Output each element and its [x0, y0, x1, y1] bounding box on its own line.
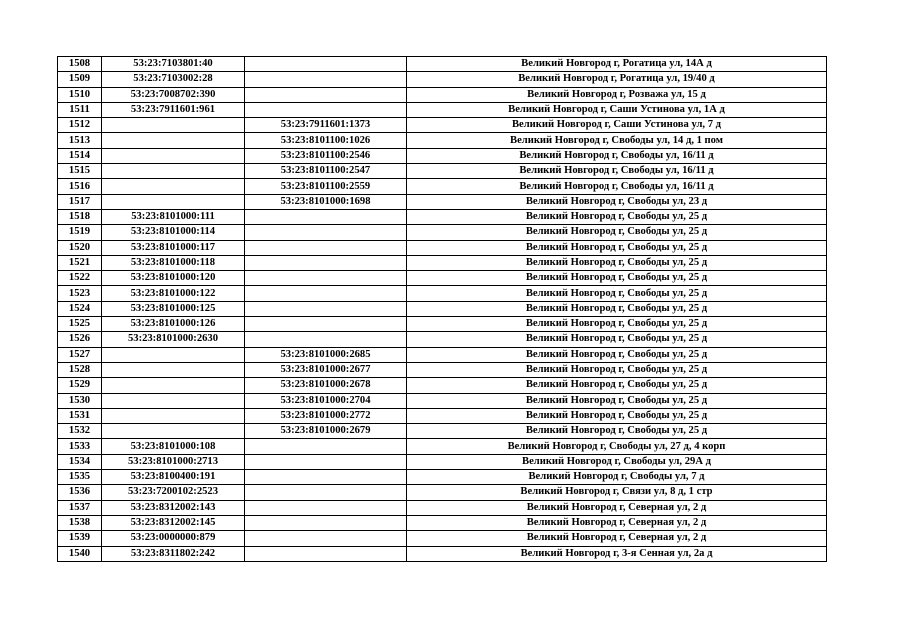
secondary-cadastral-number-cell: 53:23:7911601:1373 [245, 118, 407, 133]
cadastral-number-cell [102, 148, 245, 163]
secondary-cadastral-number-cell: 53:23:8101100:2547 [245, 164, 407, 179]
cadastral-number-cell: 53:23:7200102:2523 [102, 485, 245, 500]
table-row [58, 194, 827, 209]
cadastral-number-cell [102, 347, 245, 362]
row-number-cell: 1538 [58, 515, 102, 530]
row-number-cell: 1535 [58, 470, 102, 485]
row-number-cell: 1522 [58, 271, 102, 286]
table-row [58, 408, 827, 423]
address-cell: Великий Новгород г, Свободы ул, 25 д [407, 271, 827, 286]
table-row [58, 72, 827, 87]
cadastral-number-cell: 53:23:8101000:108 [102, 439, 245, 454]
cadastral-number-cell: 53:23:8311802:242 [102, 546, 245, 561]
table-row [58, 148, 827, 163]
table-row [58, 87, 827, 102]
table-row [58, 317, 827, 332]
secondary-cadastral-number-cell: 53:23:8101000:2685 [245, 347, 407, 362]
cadastral-number-cell: 53:23:8101000:118 [102, 255, 245, 270]
table-row [58, 485, 827, 500]
address-cell: Великий Новгород г, Свободы ул, 25 д [407, 424, 827, 439]
table-row [58, 301, 827, 316]
table-row [58, 424, 827, 439]
cadastral-number-cell: 53:23:8101000:114 [102, 225, 245, 240]
row-number-cell: 1527 [58, 347, 102, 362]
secondary-cadastral-number-cell [245, 102, 407, 117]
cadastral-number-cell: 53:23:8101000:111 [102, 209, 245, 224]
cadastral-number-cell [102, 393, 245, 408]
cadastral-number-cell: 53:23:0000000:879 [102, 531, 245, 546]
row-number-cell: 1539 [58, 531, 102, 546]
cadastral-number-cell [102, 118, 245, 133]
cadastral-number-cell: 53:23:8312002:145 [102, 515, 245, 530]
table-row [58, 515, 827, 530]
table-row [58, 164, 827, 179]
address-cell: Великий Новгород г, Северная ул, 2 д [407, 500, 827, 515]
address-cell: Великий Новгород г, Свободы ул, 27 д, 4 корп [407, 439, 827, 454]
row-number-cell: 1514 [58, 148, 102, 163]
address-cell: Великий Новгород г, Свободы ул, 25 д [407, 362, 827, 377]
row-number-cell: 1508 [58, 57, 102, 72]
table-row [58, 209, 827, 224]
secondary-cadastral-number-cell [245, 500, 407, 515]
secondary-cadastral-number-cell [245, 317, 407, 332]
secondary-cadastral-number-cell: 53:23:8101000:1698 [245, 194, 407, 209]
secondary-cadastral-number-cell: 53:23:8101100:2559 [245, 179, 407, 194]
row-number-cell: 1524 [58, 301, 102, 316]
cadastral-number-cell [102, 408, 245, 423]
row-number-cell: 1513 [58, 133, 102, 148]
table-row [58, 470, 827, 485]
address-cell: Великий Новгород г, Свободы ул, 25 д [407, 378, 827, 393]
secondary-cadastral-number-cell [245, 286, 407, 301]
row-number-cell: 1519 [58, 225, 102, 240]
table-row [58, 362, 827, 377]
table-row [58, 118, 827, 133]
cadastral-number-cell: 53:23:8101000:117 [102, 240, 245, 255]
cadastral-number-cell: 53:23:7911601:961 [102, 102, 245, 117]
secondary-cadastral-number-cell [245, 515, 407, 530]
address-cell: Великий Новгород г, Северная ул, 2 д [407, 531, 827, 546]
secondary-cadastral-number-cell [245, 546, 407, 561]
row-number-cell: 1528 [58, 362, 102, 377]
cadastral-number-cell: 53:23:8101000:2713 [102, 454, 245, 469]
table-row [58, 57, 827, 72]
row-number-cell: 1517 [58, 194, 102, 209]
cadastral-number-cell: 53:23:8101000:120 [102, 271, 245, 286]
secondary-cadastral-number-cell [245, 470, 407, 485]
address-cell: Великий Новгород г, Свободы ул, 25 д [407, 317, 827, 332]
row-number-cell: 1509 [58, 72, 102, 87]
cadastral-number-cell: 53:23:8100400:191 [102, 470, 245, 485]
secondary-cadastral-number-cell [245, 271, 407, 286]
address-cell: Великий Новгород г, Свободы ул, 25 д [407, 209, 827, 224]
row-number-cell: 1536 [58, 485, 102, 500]
row-number-cell: 1529 [58, 378, 102, 393]
address-cell: Великий Новгород г, Северная ул, 2 д [407, 515, 827, 530]
secondary-cadastral-number-cell: 53:23:8101000:2678 [245, 378, 407, 393]
table-row [58, 347, 827, 362]
secondary-cadastral-number-cell [245, 255, 407, 270]
address-cell: Великий Новгород г, Свободы ул, 25 д [407, 393, 827, 408]
address-cell: Великий Новгород г, Свободы ул, 25 д [407, 286, 827, 301]
table-row [58, 240, 827, 255]
row-number-cell: 1537 [58, 500, 102, 515]
table-row [58, 271, 827, 286]
table-row [58, 546, 827, 561]
cadastral-number-cell [102, 378, 245, 393]
address-table [57, 56, 827, 562]
table-row [58, 179, 827, 194]
address-cell: Великий Новгород г, Свободы ул, 25 д [407, 408, 827, 423]
table-row [58, 286, 827, 301]
table-row [58, 255, 827, 270]
address-cell: Великий Новгород г, Свободы ул, 25 д [407, 240, 827, 255]
cadastral-number-cell: 53:23:8101000:126 [102, 317, 245, 332]
address-cell: Великий Новгород г, Свободы ул, 7 д [407, 470, 827, 485]
secondary-cadastral-number-cell: 53:23:8101100:2546 [245, 148, 407, 163]
cadastral-number-cell: 53:23:8101000:122 [102, 286, 245, 301]
secondary-cadastral-number-cell [245, 209, 407, 224]
row-number-cell: 1512 [58, 118, 102, 133]
cadastral-number-cell [102, 424, 245, 439]
address-cell: Великий Новгород г, Свободы ул, 16/11 д [407, 179, 827, 194]
secondary-cadastral-number-cell: 53:23:8101000:2679 [245, 424, 407, 439]
secondary-cadastral-number-cell: 53:23:8101000:2772 [245, 408, 407, 423]
secondary-cadastral-number-cell [245, 225, 407, 240]
address-cell: Великий Новгород г, Свободы ул, 29А д [407, 454, 827, 469]
address-cell: Великий Новгород г, Свободы ул, 25 д [407, 301, 827, 316]
row-number-cell: 1510 [58, 87, 102, 102]
row-number-cell: 1515 [58, 164, 102, 179]
address-cell: Великий Новгород г, 3-я Сенная ул, 2а д [407, 546, 827, 561]
table-row [58, 133, 827, 148]
cadastral-number-cell: 53:23:7008702:390 [102, 87, 245, 102]
address-cell: Великий Новгород г, Свободы ул, 25 д [407, 255, 827, 270]
cadastral-number-cell [102, 194, 245, 209]
table-row [58, 332, 827, 347]
row-number-cell: 1526 [58, 332, 102, 347]
cadastral-number-cell [102, 133, 245, 148]
address-cell: Великий Новгород г, Розважа ул, 15 д [407, 87, 827, 102]
address-cell: Великий Новгород г, Рогатица ул, 19/40 д [407, 72, 827, 87]
cadastral-number-cell: 53:23:7103002:28 [102, 72, 245, 87]
row-number-cell: 1540 [58, 546, 102, 561]
address-cell: Великий Новгород г, Саши Устинова ул, 7 д [407, 118, 827, 133]
cadastral-number-cell: 53:23:8312002:143 [102, 500, 245, 515]
row-number-cell: 1533 [58, 439, 102, 454]
cadastral-number-cell [102, 164, 245, 179]
table-row [58, 500, 827, 515]
address-cell: Великий Новгород г, Свободы ул, 25 д [407, 332, 827, 347]
cadastral-number-cell [102, 179, 245, 194]
row-number-cell: 1530 [58, 393, 102, 408]
row-number-cell: 1516 [58, 179, 102, 194]
table-row [58, 102, 827, 117]
row-number-cell: 1523 [58, 286, 102, 301]
row-number-cell: 1520 [58, 240, 102, 255]
secondary-cadastral-number-cell [245, 301, 407, 316]
row-number-cell: 1532 [58, 424, 102, 439]
address-cell: Великий Новгород г, Рогатица ул, 14А д [407, 57, 827, 72]
cadastral-number-cell: 53:23:7103801:40 [102, 57, 245, 72]
secondary-cadastral-number-cell [245, 485, 407, 500]
address-table-body [58, 57, 827, 562]
row-number-cell: 1534 [58, 454, 102, 469]
secondary-cadastral-number-cell [245, 531, 407, 546]
address-cell: Великий Новгород г, Свободы ул, 16/11 д [407, 148, 827, 163]
secondary-cadastral-number-cell: 53:23:8101000:2677 [245, 362, 407, 377]
row-number-cell: 1518 [58, 209, 102, 224]
cadastral-number-cell: 53:23:8101000:125 [102, 301, 245, 316]
secondary-cadastral-number-cell [245, 332, 407, 347]
table-row [58, 378, 827, 393]
secondary-cadastral-number-cell [245, 72, 407, 87]
table-row [58, 454, 827, 469]
table-row [58, 531, 827, 546]
table-row [58, 439, 827, 454]
secondary-cadastral-number-cell [245, 57, 407, 72]
secondary-cadastral-number-cell [245, 240, 407, 255]
table-row [58, 225, 827, 240]
cadastral-number-cell [102, 362, 245, 377]
address-cell: Великий Новгород г, Свободы ул, 23 д [407, 194, 827, 209]
address-cell: Великий Новгород г, Саши Устинова ул, 1А д [407, 102, 827, 117]
row-number-cell: 1511 [58, 102, 102, 117]
secondary-cadastral-number-cell [245, 439, 407, 454]
address-cell: Великий Новгород г, Свободы ул, 25 д [407, 225, 827, 240]
row-number-cell: 1525 [58, 317, 102, 332]
address-cell: Великий Новгород г, Свободы ул, 14 д, 1 пом [407, 133, 827, 148]
row-number-cell: 1521 [58, 255, 102, 270]
secondary-cadastral-number-cell [245, 87, 407, 102]
secondary-cadastral-number-cell: 53:23:8101100:1026 [245, 133, 407, 148]
address-cell: Великий Новгород г, Свободы ул, 25 д [407, 347, 827, 362]
table-row [58, 393, 827, 408]
address-cell: Великий Новгород г, Свободы ул, 16/11 д [407, 164, 827, 179]
cadastral-number-cell: 53:23:8101000:2630 [102, 332, 245, 347]
row-number-cell: 1531 [58, 408, 102, 423]
address-cell: Великий Новгород г, Связи ул, 8 д, 1 стр [407, 485, 827, 500]
secondary-cadastral-number-cell: 53:23:8101000:2704 [245, 393, 407, 408]
secondary-cadastral-number-cell [245, 454, 407, 469]
